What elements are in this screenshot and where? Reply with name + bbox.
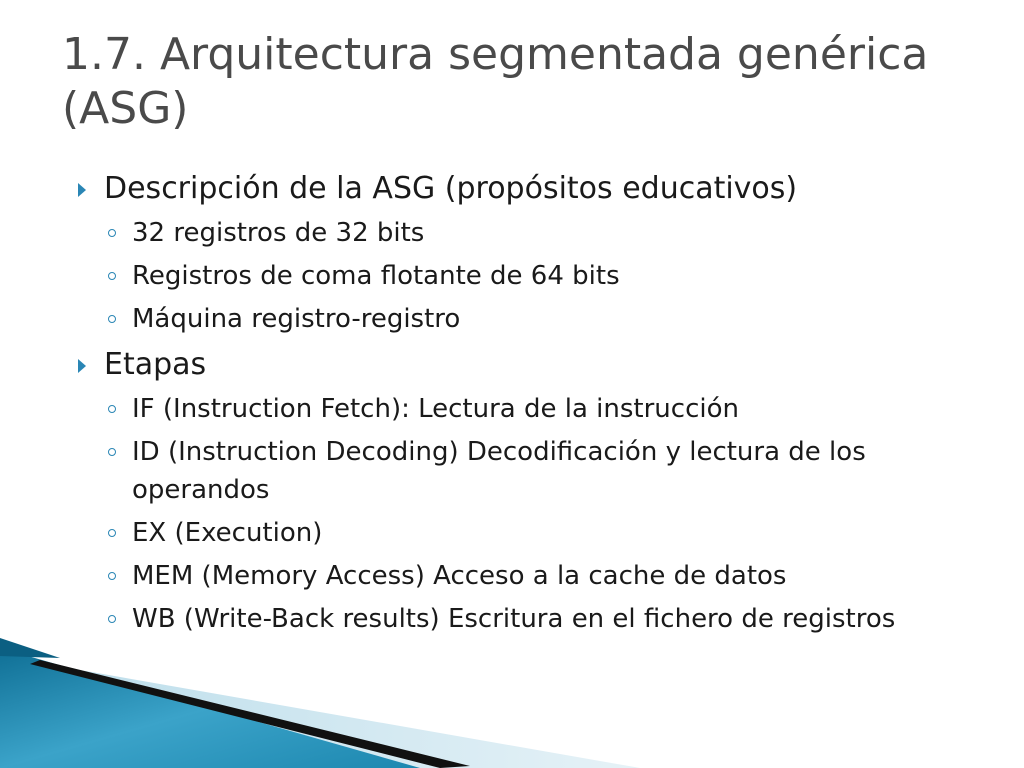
circle-outline-icon xyxy=(108,448,116,456)
circle-outline-icon xyxy=(108,315,116,323)
bullet-text: ID (Instruction Decoding) Decodificación y lectura de los operandos xyxy=(132,437,866,505)
section-heading: Etapas xyxy=(104,347,207,382)
circle-outline-icon xyxy=(108,229,116,237)
circle-outline-icon xyxy=(108,272,116,280)
bullet-text: Máquina registro-registro xyxy=(132,304,461,334)
bullet-text: MEM (Memory Access) Acceso a la cache de datos xyxy=(132,561,787,591)
circle-outline-icon xyxy=(108,572,116,580)
circle-outline-icon xyxy=(108,405,116,413)
triangle-right-icon xyxy=(78,359,86,373)
corner-decoration xyxy=(0,638,1024,768)
bullet-text: EX (Execution) xyxy=(132,518,323,548)
triangle-right-icon xyxy=(78,183,86,197)
bullet-item xyxy=(104,433,932,509)
circle-outline-icon xyxy=(108,615,116,623)
sub-bullet-list xyxy=(104,214,974,338)
section-description xyxy=(74,168,974,338)
decor-dark-edge xyxy=(0,638,60,658)
slide-content xyxy=(74,168,974,644)
bullet-text: Registros de coma flotante de 64 bits xyxy=(132,261,620,291)
bullet-text: 32 registros de 32 bits xyxy=(132,218,425,248)
bullet-item xyxy=(104,514,932,552)
circle-outline-icon xyxy=(108,529,116,537)
bullet-item xyxy=(104,600,932,638)
section-heading: Descripción de la ASG (propósitos educativos) xyxy=(104,171,798,206)
bullet-text: WB (Write-Back results) Escritura en el fichero de registros xyxy=(132,604,896,634)
bullet-text: IF (Instruction Fetch): Lectura de la instrucción xyxy=(132,394,739,424)
slide-title: 1.7. Arquitectura segmentada genérica (ASG) xyxy=(62,29,929,134)
bullet-item xyxy=(104,557,932,595)
bullet-item xyxy=(104,257,932,295)
section-stages xyxy=(74,344,974,638)
bullet-item xyxy=(104,214,932,252)
bullet-item xyxy=(104,390,932,428)
sub-bullet-list xyxy=(104,390,974,638)
bullet-item xyxy=(104,300,932,338)
